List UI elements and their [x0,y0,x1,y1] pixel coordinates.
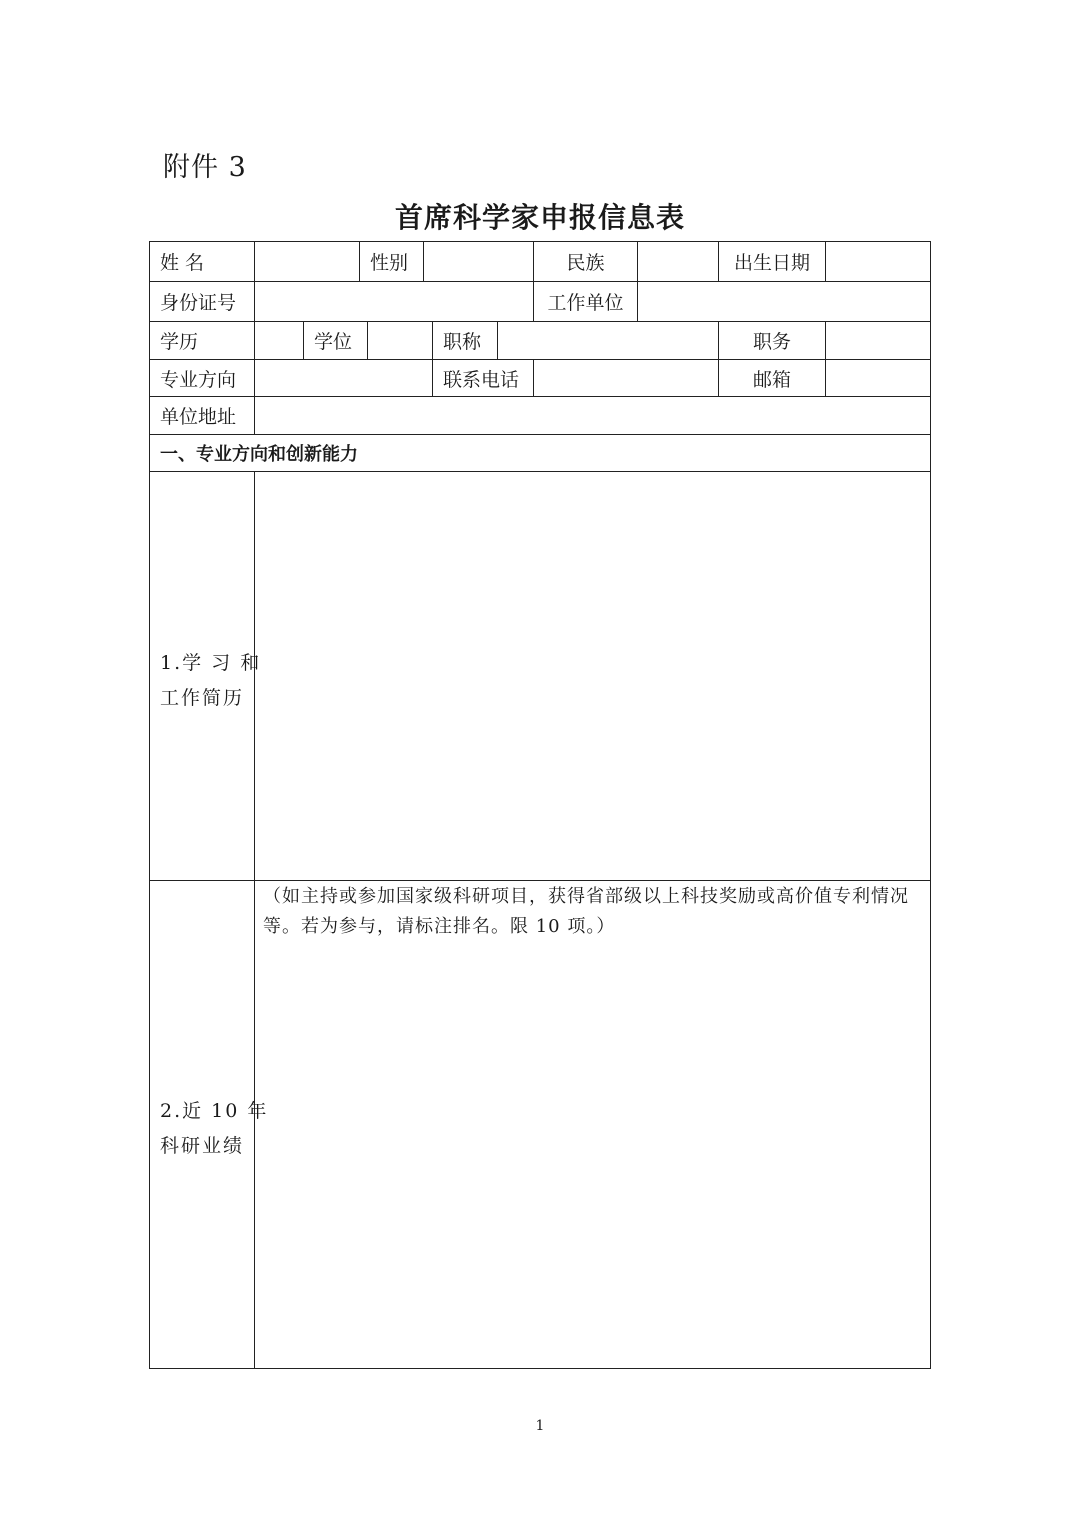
address-field[interactable] [255,397,930,434]
professional-title-label: 职称 [443,331,482,353]
achievements-textarea[interactable] [255,945,930,1368]
item1-label-line1: 1.学 习 和 [160,652,262,674]
resume-textarea[interactable] [255,472,930,880]
ethnicity-field[interactable] [638,242,718,281]
degree-field[interactable] [368,322,432,359]
name-field[interactable] [255,242,359,281]
education-field[interactable] [255,322,303,359]
item1-label-line2: 工作简历 [160,687,245,709]
achievements-hint-line2: 等。若为参与，请标注排名。限 10 项。） [263,916,616,937]
item1-label [160,646,261,716]
employer-field[interactable] [638,282,930,321]
attachment-label: 附件 3 [163,152,247,183]
position-field[interactable] [826,322,930,359]
form-title: 首席科学家申报信息表 [394,201,685,234]
position-label: 职务 [752,331,791,353]
phone-label: 联系电话 [443,368,520,391]
achievements-hint [263,882,923,942]
id-number-label: 身份证号 [160,292,237,314]
gender-field[interactable] [424,242,533,281]
education-label: 学历 [160,331,199,353]
ethnicity-label: 民族 [566,252,605,274]
name-label: 姓 名 [160,252,205,274]
birthdate-label: 出生日期 [733,252,810,274]
specialty-field[interactable] [255,360,432,396]
item2-label-line1: 2.近 10 年 [160,1100,269,1122]
email-label: 邮箱 [752,368,791,391]
specialty-label: 专业方向 [160,368,237,391]
email-field[interactable] [826,360,930,396]
gender-label: 性别 [370,252,409,274]
address-label: 单位地址 [160,406,237,428]
professional-title-field[interactable] [498,322,718,359]
item2-label-line2: 科研业绩 [160,1135,245,1157]
achievements-hint-line1: （如主持或参加国家级科研项目，获得省部级以上科技奖励或高价值专利情况 [263,886,909,907]
birthdate-field[interactable] [826,242,930,281]
phone-field[interactable] [534,360,718,396]
employer-label: 工作单位 [547,292,624,314]
id-number-field[interactable] [255,282,533,321]
degree-label: 学位 [314,331,353,353]
section-heading: 一、专业方向和创新能力 [160,444,358,465]
page-number: 1 [535,1418,545,1434]
item2-label [160,1094,268,1164]
